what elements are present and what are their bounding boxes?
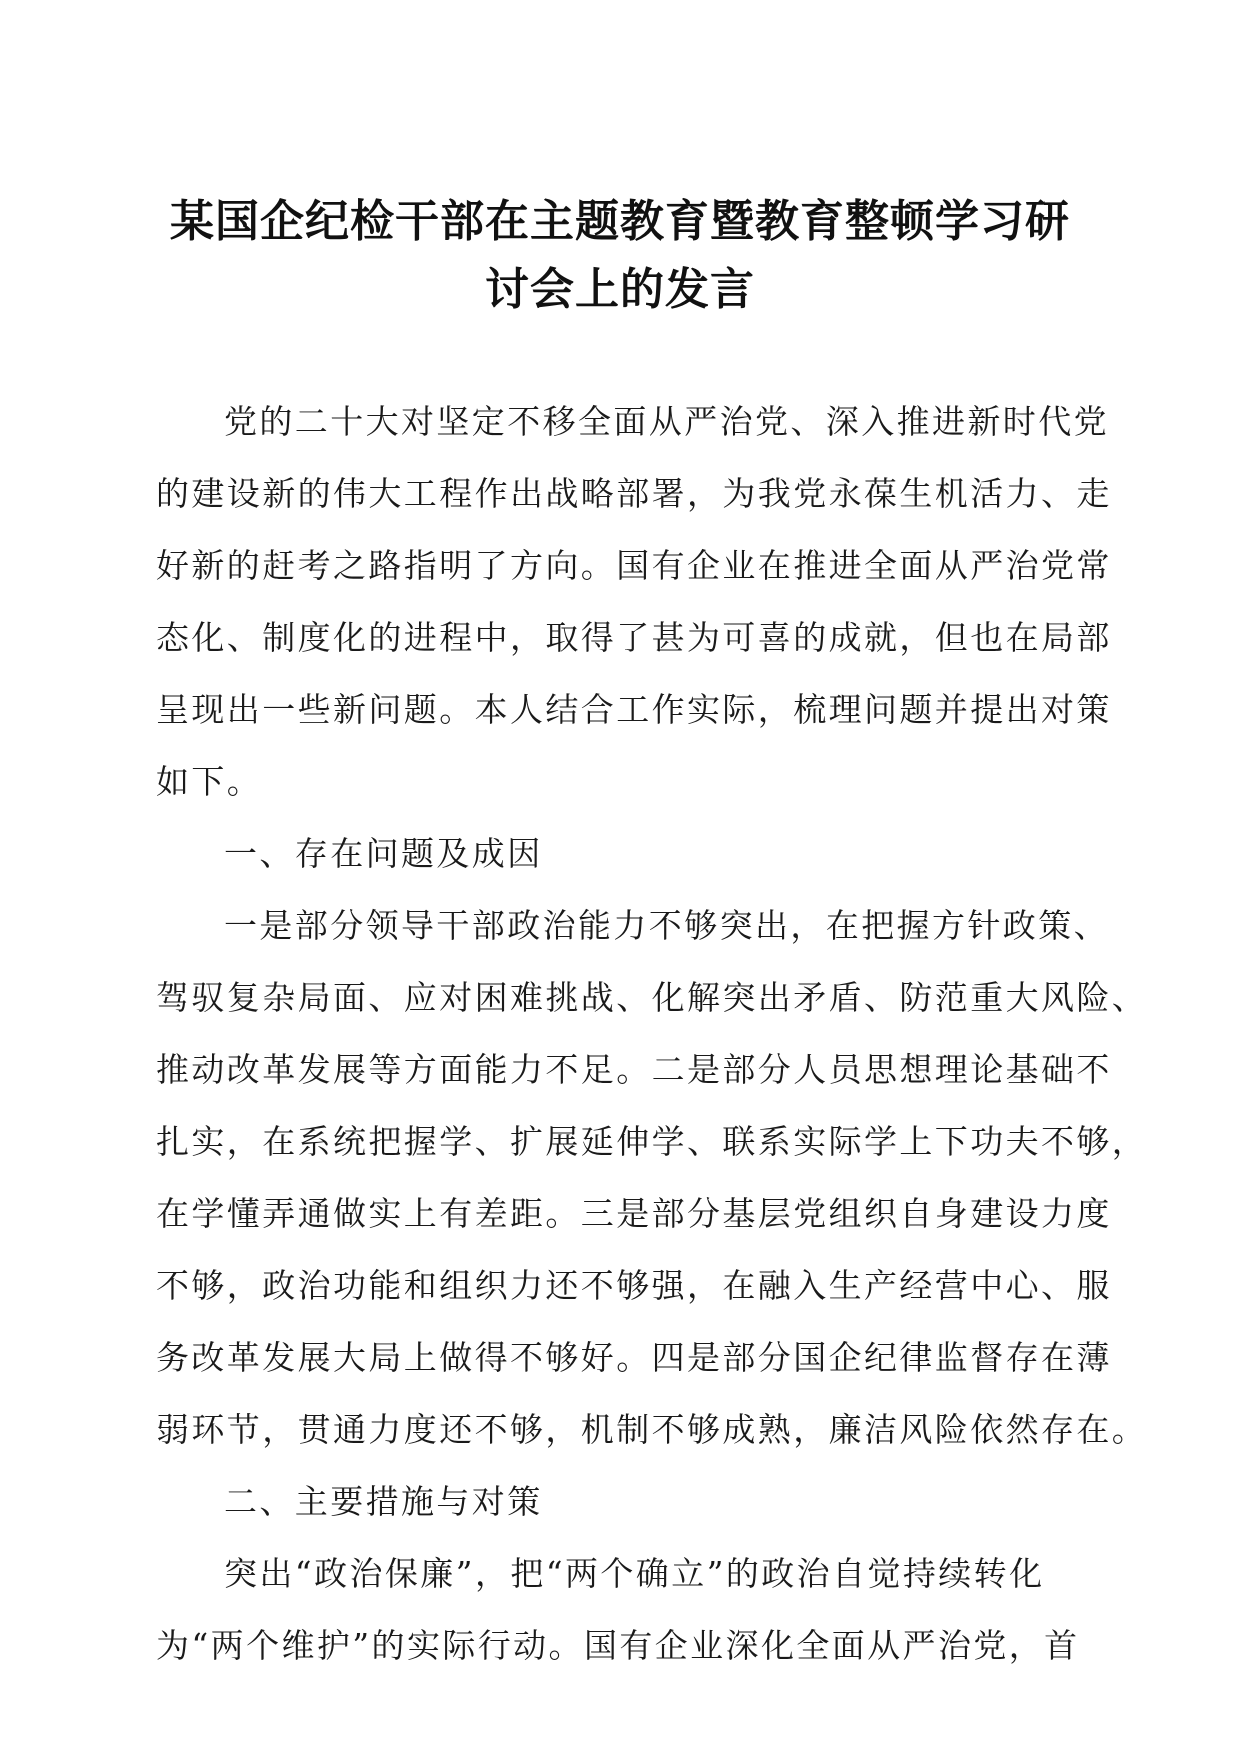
body-line: 务改革发展大局上做得不够好。四是部分国企纪律监督存在薄	[156, 1338, 1112, 1377]
body-line: 为“两个维护”的实际行动。国有企业深化全面从严治党，首	[156, 1626, 1080, 1665]
body-line: 推动改革发展等方面能力不足。二是部分人员思想理论基础不	[156, 1050, 1112, 1089]
body-line: 扎实，在系统把握学、扩展延伸学、联系实际学上下功夫不够，	[156, 1122, 1148, 1161]
title-line-2: 讨会上的发言	[485, 264, 755, 315]
body-line: 在学懂弄通做实上有差距。三是部分基层党组织自身建设力度	[156, 1194, 1112, 1233]
section-heading: 二、主要措施与对策	[224, 1482, 543, 1521]
section-heading: 一、存在问题及成因	[224, 834, 543, 873]
body-line: 不够，政治功能和组织力还不够强，在融入生产经营中心、服	[156, 1266, 1112, 1305]
body-line: 态化、制度化的进程中，取得了甚为可喜的成就，但也在局部	[156, 618, 1112, 657]
body-line: 一是部分领导干部政治能力不够突出，在把握方针政策、	[224, 906, 1109, 945]
body-line: 突出“政治保廉”，把“两个确立”的政治自觉持续转化	[224, 1554, 1045, 1593]
body-line: 党的二十大对坚定不移全面从严治党、深入推进新时代党	[224, 402, 1109, 441]
body-line: 如下。	[156, 762, 263, 801]
body-line: 好新的赶考之路指明了方向。国有企业在推进全面从严治党常	[156, 546, 1112, 585]
body-line: 驾驭复杂局面、应对困难挑战、化解突出矛盾、防范重大风险、	[156, 978, 1148, 1017]
document-body	[156, 386, 1148, 1682]
body-line: 弱环节，贯通力度还不够，机制不够成熟，廉洁风险依然存在。	[156, 1410, 1148, 1449]
title-line-1: 某国企纪检干部在主题教育暨教育整顿学习研	[170, 196, 1070, 247]
body-line: 呈现出一些新问题。本人结合工作实际，梳理问题并提出对策	[156, 690, 1112, 729]
body-line: 的建设新的伟大工程作出战略部署，为我党永葆生机活力、走	[156, 474, 1112, 513]
document-title	[150, 188, 1090, 324]
